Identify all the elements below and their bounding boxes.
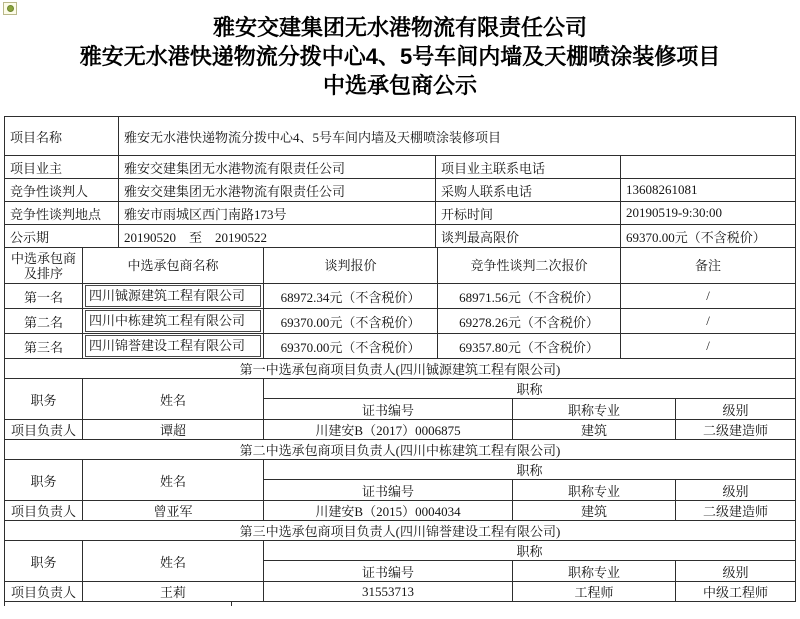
publicity-period-value: 20190520 至 20190522: [119, 225, 436, 248]
cert-header: 证书编号: [264, 480, 513, 501]
broken-image-icon-dot: [7, 5, 14, 12]
table-row: [5, 501, 796, 521]
cert-header: 证书编号: [264, 561, 513, 582]
purchaser-phone-value: 13608261081: [621, 179, 796, 202]
cert-cell: 川建安B（2015）0004034: [264, 501, 513, 521]
ranking-table: [4, 247, 796, 359]
contractor-name-box: 四川锦誉建设工程有限公司: [85, 335, 261, 357]
table-row: [5, 117, 796, 156]
cert-header: 证书编号: [264, 399, 513, 420]
section-title: 第二中选承包商项目负责人(四川中栋建筑工程有限公司): [5, 440, 796, 460]
project-name-label: 项目名称: [5, 117, 119, 156]
doc-title-line-1: 雅安交建集团无水港物流有限责任公司: [212, 15, 587, 40]
manager-section-table-2: [4, 439, 796, 521]
remark-cell: /: [621, 334, 796, 359]
specialty-header: 职称专业: [513, 480, 676, 501]
table-row: [5, 156, 796, 179]
doc-title-line-3: 中选承包商公示: [322, 73, 477, 98]
specialty-cell: 建筑: [513, 501, 676, 521]
rank-header-line-2: 及排序: [23, 265, 63, 281]
max-price-value: 69370.00元（不含税价）: [621, 225, 796, 248]
bid-cell: 69370.00元（不含税价）: [264, 334, 438, 359]
level-cell: 中级工程师: [676, 582, 796, 602]
doc-title-line-2: 雅安无水港快递物流分拨中心4、5号车间内墙及天棚喷涂装修项目: [79, 44, 721, 69]
title-group-header: 职称: [264, 379, 796, 399]
duty-header: 职务: [5, 379, 83, 420]
remark-cell: /: [621, 309, 796, 334]
duty-header: 职务: [5, 460, 83, 501]
publicity-period-label: 公示期: [5, 225, 119, 248]
bid-column-header: 谈判报价: [264, 248, 438, 284]
contractor-name-cell: [83, 284, 264, 309]
title-group-header: 职称: [264, 460, 796, 480]
manager-section-table-1: [4, 358, 796, 440]
level-header: 级别: [676, 480, 796, 501]
remark-cell: /: [621, 284, 796, 309]
open-time-value: 20190519-9:30:00: [621, 202, 796, 225]
cert-cell: 川建安B（2017）0006875: [264, 420, 513, 440]
rank-cell: 第一名: [5, 284, 83, 309]
level-header: 级别: [676, 399, 796, 420]
owner-label: 项目业主: [5, 156, 119, 179]
rank-cell: 第二名: [5, 309, 83, 334]
negotiator-value: 雅安交建集团无水港物流有限责任公司: [119, 179, 436, 202]
second-bid-cell: 69278.26元（不含税价）: [438, 309, 621, 334]
purchaser-phone-label: 采购人联系电话: [436, 179, 621, 202]
bid-cell: 68972.34元（不含税价）: [264, 284, 438, 309]
section-title-row: [5, 359, 796, 379]
section-title: 第三中选承包商项目负责人(四川锦誉建设工程有限公司): [5, 521, 796, 541]
section-title-row: [5, 440, 796, 460]
table-row: [5, 284, 796, 309]
table-row: [5, 202, 796, 225]
contractor-name-box: 四川铖源建筑工程有限公司: [85, 285, 261, 307]
table-row: [5, 582, 796, 602]
section-title-row: [5, 521, 796, 541]
level-header: 级别: [676, 561, 796, 582]
manager-header-row: [5, 541, 796, 561]
manager-name-cell: 曾亚军: [83, 501, 264, 521]
manager-header-row: [5, 379, 796, 399]
manager-header-row: [5, 460, 796, 480]
venue-value: 雅安市雨城区西门南路173号: [119, 202, 436, 225]
owner-phone-value: [621, 156, 796, 179]
project-name-value: 雅安无水港快递物流分拨中心4、5号车间内墙及天棚喷涂装修项目: [119, 117, 796, 156]
contractor-name-box: 四川中栋建筑工程有限公司: [85, 310, 261, 332]
doc-title: [0, 13, 800, 100]
ranking-header-row: [5, 248, 796, 284]
open-time-label: 开标时间: [436, 202, 621, 225]
rank-column-header: [5, 248, 83, 284]
second-bid-cell: 69357.80元（不含税价）: [438, 334, 621, 359]
table-row: [5, 225, 796, 248]
name-header: 姓名: [83, 460, 264, 501]
contractor-name-cell: [83, 334, 264, 359]
specialty-cell: 建筑: [513, 420, 676, 440]
manager-section-table-3: [4, 520, 796, 602]
venue-label: 竞争性谈判地点: [5, 202, 119, 225]
specialty-header: 职称专业: [513, 561, 676, 582]
name-header: 姓名: [83, 541, 264, 582]
second-bid-cell: 68971.56元（不含税价）: [438, 284, 621, 309]
table-row: [5, 309, 796, 334]
max-price-label: 谈判最高限价: [436, 225, 621, 248]
level-cell: 二级建造师: [676, 501, 796, 521]
table-row: [5, 179, 796, 202]
manager-name-cell: 谭超: [83, 420, 264, 440]
rank-header-line-1: 中选承包商: [10, 250, 76, 266]
name-column-header: 中选承包商名称: [83, 248, 264, 284]
duty-header: 职务: [5, 541, 83, 582]
name-header: 姓名: [83, 379, 264, 420]
level-cell: 二级建造师: [676, 420, 796, 440]
duty-cell: 项目负责人: [5, 420, 83, 440]
specialty-cell: 工程师: [513, 582, 676, 602]
project-info-table: [4, 116, 796, 248]
duty-cell: 项目负责人: [5, 501, 83, 521]
table-row: [5, 420, 796, 440]
negotiator-label: 竞争性谈判人: [5, 179, 119, 202]
owner-phone-label: 项目业主联系电话: [436, 156, 621, 179]
specialty-header: 职称专业: [513, 399, 676, 420]
rank-cell: 第三名: [5, 334, 83, 359]
bid-cell: 69370.00元（不含税价）: [264, 309, 438, 334]
title-group-header: 职称: [264, 541, 796, 561]
remark-column-header: 备注: [621, 248, 796, 284]
owner-value: 雅安交建集团无水港物流有限责任公司: [119, 156, 436, 179]
cutoff-row-sliver: [4, 602, 796, 606]
cutoff-row-divider: [231, 602, 232, 606]
table-row: [5, 334, 796, 359]
broken-image-icon: [3, 2, 17, 15]
contractor-name-cell: [83, 309, 264, 334]
duty-cell: 项目负责人: [5, 582, 83, 602]
manager-name-cell: 王莉: [83, 582, 264, 602]
section-title: 第一中选承包商项目负责人(四川铖源建筑工程有限公司): [5, 359, 796, 379]
cert-cell: 31553713: [264, 582, 513, 602]
second-bid-column-header: 竞争性谈判二次报价: [438, 248, 621, 284]
